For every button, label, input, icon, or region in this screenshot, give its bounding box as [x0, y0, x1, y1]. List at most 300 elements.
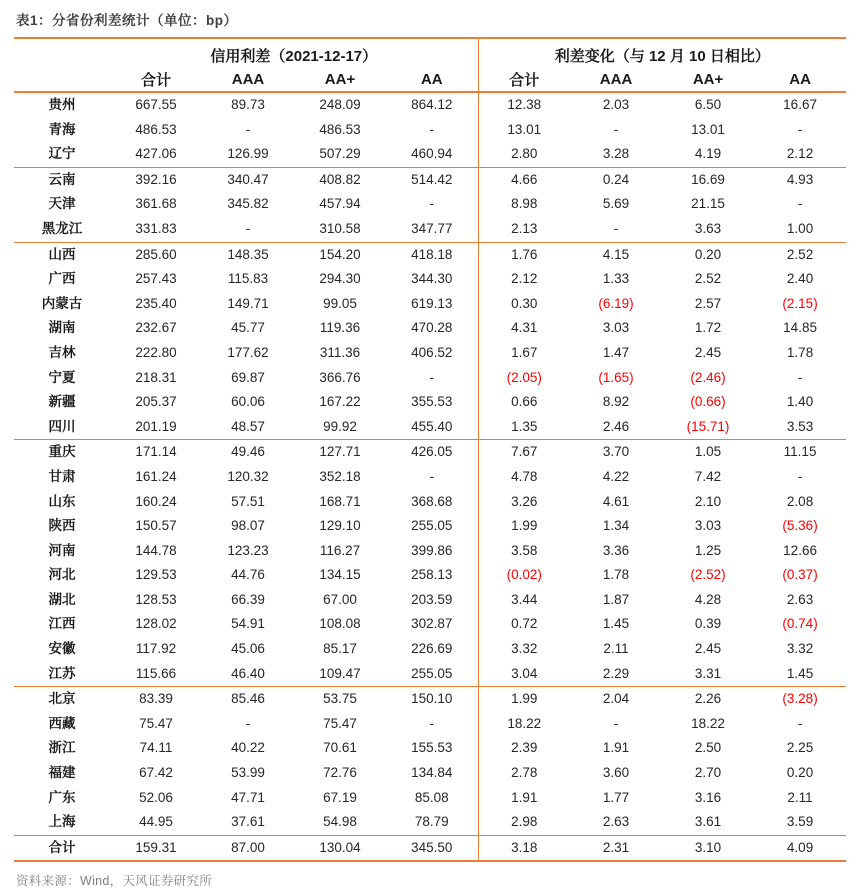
- table-row: [14, 366, 846, 391]
- value-cell: -: [797, 121, 803, 137]
- table-row: [14, 316, 846, 341]
- value-cell: 3.70: [602, 444, 630, 460]
- col-header-aaa-right: AAA: [599, 71, 633, 88]
- value-cell: -: [613, 121, 619, 137]
- value-cell: 257.43: [135, 271, 177, 287]
- row-label: 山西: [48, 246, 76, 262]
- value-cell: -: [613, 220, 619, 236]
- table-row: [14, 415, 846, 440]
- value-cell: 5.69: [602, 196, 630, 212]
- value-cell: 418.18: [411, 246, 453, 262]
- value-cell: 2.29: [602, 665, 630, 681]
- value-cell: 1.34: [602, 518, 630, 534]
- value-cell: 37.61: [231, 814, 265, 830]
- col-header-total-left: 合计: [140, 72, 171, 89]
- value-cell: 366.76: [319, 369, 361, 385]
- value-cell: 201.19: [135, 418, 177, 434]
- value-cell: -: [245, 715, 251, 731]
- corner-cell: [14, 38, 110, 68]
- value-cell: 2.80: [478, 142, 570, 167]
- value-cell: 1.77: [602, 789, 630, 805]
- value-cell: 619.13: [411, 295, 453, 311]
- value-cell: 2.78: [478, 761, 570, 786]
- row-label: 重庆: [48, 444, 76, 460]
- value-cell: 54.98: [323, 814, 357, 830]
- value-cell: 134.84: [411, 765, 453, 781]
- value-cell: 99.05: [323, 295, 357, 311]
- value-cell: 7.42: [694, 468, 722, 484]
- value-cell: 155.53: [411, 740, 453, 756]
- value-cell: 347.77: [411, 220, 453, 236]
- col-header-aaa-left: AAA: [231, 71, 265, 88]
- value-cell: 48.57: [231, 418, 265, 434]
- value-cell: 2.50: [694, 740, 722, 756]
- value-cell: 3.16: [694, 789, 722, 805]
- value-cell: (1.65): [598, 369, 634, 385]
- value-cell: 0.72: [478, 612, 570, 637]
- row-label: 合计: [48, 839, 76, 855]
- value-cell: 2.26: [694, 691, 722, 707]
- value-cell: 1.76: [478, 242, 570, 267]
- table-row: [14, 588, 846, 613]
- table-row: [14, 761, 846, 786]
- value-cell: 408.82: [319, 171, 361, 187]
- value-cell: 148.35: [227, 246, 269, 262]
- value-cell: 406.52: [411, 344, 453, 360]
- value-cell: 66.39: [231, 591, 265, 607]
- value-cell: 514.42: [411, 171, 453, 187]
- value-cell: 21.15: [691, 196, 725, 212]
- value-cell: 160.24: [135, 493, 177, 509]
- value-cell: 3.03: [694, 518, 722, 534]
- value-cell: 2.57: [694, 295, 722, 311]
- value-cell: 203.59: [411, 591, 453, 607]
- row-label: 甘肃: [48, 468, 76, 484]
- value-cell: 311.36: [319, 344, 361, 360]
- value-cell: 4.78: [478, 465, 570, 490]
- row-label: 湖南: [48, 320, 76, 336]
- province-group: [14, 687, 846, 836]
- value-cell: 1.78: [602, 567, 630, 583]
- value-cell: 144.78: [135, 542, 177, 558]
- value-cell: 85.08: [414, 789, 449, 805]
- value-cell: 3.58: [478, 539, 570, 564]
- value-cell: -: [429, 369, 435, 385]
- value-cell: 8.92: [602, 394, 630, 410]
- table-row: [14, 612, 846, 637]
- col-header-aaplus-left: AA+: [324, 71, 356, 88]
- value-cell: 2.25: [786, 740, 814, 756]
- value-cell: 14.85: [783, 320, 817, 336]
- value-cell: 258.13: [411, 567, 453, 583]
- row-label: 湖北: [48, 591, 76, 607]
- row-label: 黑龙江: [41, 220, 83, 236]
- value-cell: 3.59: [786, 814, 814, 830]
- row-label: 河南: [48, 542, 76, 558]
- value-cell: 1.87: [602, 591, 630, 607]
- value-cell: 0.24: [602, 171, 630, 187]
- value-cell: (0.37): [782, 567, 818, 583]
- value-cell: 108.08: [319, 616, 361, 632]
- value-cell: 6.50: [694, 97, 722, 112]
- group-header-spread-change: 利差变化（与 12 月 10 日相比）: [478, 38, 846, 68]
- value-cell: 128.53: [135, 591, 177, 607]
- row-label: 北京: [48, 691, 76, 707]
- value-cell: 49.46: [231, 444, 265, 460]
- value-cell: 1.78: [786, 344, 814, 360]
- table-row: [14, 786, 846, 811]
- table-row: [14, 440, 846, 465]
- value-cell: 117.92: [135, 641, 177, 657]
- table-row: [14, 92, 846, 118]
- value-cell: -: [429, 121, 435, 137]
- table-row: [14, 563, 846, 588]
- value-cell: (3.28): [782, 691, 818, 707]
- value-cell: 0.30: [478, 292, 570, 317]
- value-cell: 3.28: [602, 146, 630, 162]
- value-cell: (2.05): [478, 366, 570, 391]
- table-row: [14, 217, 846, 242]
- value-cell: 67.42: [139, 765, 173, 781]
- table-row: [14, 637, 846, 662]
- row-label: 浙江: [48, 740, 76, 756]
- value-cell: 129.10: [319, 518, 361, 534]
- col-header-aa-right: AA: [789, 71, 811, 88]
- value-cell: 3.63: [694, 220, 722, 236]
- value-cell: -: [797, 468, 803, 484]
- sub-header-row: [14, 68, 846, 92]
- value-cell: 109.47: [319, 665, 361, 681]
- value-cell: 149.71: [227, 295, 269, 311]
- value-cell: 2.11: [603, 641, 629, 657]
- table-row: [14, 341, 846, 366]
- row-label: 云南: [48, 171, 76, 187]
- row-label: 新疆: [48, 394, 76, 410]
- value-cell: 57.51: [231, 493, 265, 509]
- value-cell: 2.31: [602, 839, 630, 855]
- value-cell: 2.52: [694, 271, 722, 287]
- value-cell: 7.67: [478, 440, 570, 465]
- table-row: [14, 167, 846, 192]
- value-cell: 355.53: [411, 394, 453, 410]
- value-cell: 126.99: [227, 146, 269, 162]
- value-cell: 1.33: [602, 271, 630, 287]
- table-row: [14, 662, 846, 687]
- value-cell: 361.68: [135, 196, 177, 212]
- value-cell: (15.71): [686, 418, 730, 434]
- table-header: [14, 38, 846, 92]
- row-label: 河北: [48, 567, 76, 583]
- value-cell: 47.71: [231, 789, 265, 805]
- value-cell: 2.12: [478, 267, 570, 292]
- value-cell: 130.04: [319, 839, 361, 855]
- value-cell: 2.46: [602, 418, 630, 434]
- value-cell: 78.79: [414, 814, 449, 830]
- value-cell: 486.53: [319, 121, 361, 137]
- value-cell: 255.05: [411, 518, 453, 534]
- province-group: [14, 92, 846, 167]
- value-cell: 44.95: [139, 814, 173, 830]
- value-cell: 1.72: [694, 320, 722, 336]
- value-cell: 134.15: [319, 567, 361, 583]
- value-cell: 2.52: [786, 246, 814, 262]
- value-cell: (0.66): [690, 394, 726, 410]
- value-cell: 3.61: [694, 814, 722, 830]
- value-cell: 331.83: [135, 220, 177, 236]
- value-cell: -: [245, 121, 251, 137]
- value-cell: 115.83: [227, 271, 269, 287]
- value-cell: 89.73: [231, 97, 265, 112]
- value-cell: -: [429, 196, 435, 212]
- value-cell: 460.94: [411, 146, 453, 162]
- group-header-credit-spread: 信用利差（2021-12-17）: [210, 47, 378, 65]
- value-cell: -: [429, 715, 435, 731]
- value-cell: 3.32: [786, 641, 814, 657]
- col-header-aaplus-right: AA+: [692, 71, 724, 88]
- value-cell: 455.40: [411, 418, 453, 434]
- table-row: [14, 292, 846, 317]
- value-cell: 3.18: [478, 835, 570, 861]
- value-cell: 2.45: [694, 641, 722, 657]
- value-cell: 248.09: [319, 97, 361, 112]
- value-cell: 2.70: [694, 765, 722, 781]
- value-cell: 123.23: [227, 542, 269, 558]
- value-cell: 2.13: [478, 217, 570, 242]
- value-cell: 368.68: [411, 493, 453, 509]
- value-cell: 4.61: [602, 493, 630, 509]
- value-cell: 226.69: [411, 641, 453, 657]
- value-cell: 45.06: [231, 641, 265, 657]
- row-label: 吉林: [48, 344, 76, 360]
- value-cell: 83.39: [139, 691, 173, 707]
- value-cell: 486.53: [135, 121, 177, 137]
- value-cell: 1.67: [478, 341, 570, 366]
- value-cell: 85.17: [323, 641, 357, 657]
- row-label: 辽宁: [48, 146, 76, 162]
- value-cell: 1.40: [786, 394, 814, 410]
- value-cell: 72.76: [323, 765, 357, 781]
- value-cell: 4.28: [694, 591, 722, 607]
- value-cell: 0.20: [694, 246, 722, 262]
- value-cell: 426.05: [411, 444, 453, 460]
- value-cell: (0.74): [782, 616, 818, 632]
- value-cell: 294.30: [319, 271, 361, 287]
- value-cell: 3.26: [478, 490, 570, 515]
- row-label: 西藏: [48, 715, 76, 731]
- value-cell: 115.66: [135, 665, 177, 681]
- value-cell: 4.19: [694, 146, 722, 162]
- row-label: 陕西: [48, 518, 76, 534]
- value-cell: 235.40: [135, 295, 177, 311]
- value-cell: 85.46: [231, 691, 265, 707]
- value-cell: 13.01: [478, 118, 570, 143]
- value-cell: 4.93: [786, 171, 814, 187]
- value-cell: 161.24: [135, 468, 177, 484]
- value-cell: 2.63: [602, 814, 630, 830]
- province-group: [14, 242, 846, 440]
- value-cell: (2.15): [782, 295, 818, 311]
- value-cell: -: [797, 369, 803, 385]
- value-cell: 1.91: [602, 740, 630, 756]
- row-label: 青海: [48, 121, 76, 137]
- value-cell: 129.53: [135, 567, 177, 583]
- total-row-group: [14, 835, 846, 861]
- row-label: 江西: [48, 616, 76, 632]
- table-row: [14, 465, 846, 490]
- value-cell: 667.55: [135, 97, 177, 112]
- value-cell: (2.52): [690, 567, 726, 583]
- value-cell: 46.40: [231, 665, 265, 681]
- value-cell: 12.38: [478, 92, 570, 118]
- value-cell: 8.98: [478, 192, 570, 217]
- value-cell: 345.50: [411, 839, 453, 855]
- value-cell: 352.18: [319, 468, 361, 484]
- value-cell: 0.66: [478, 390, 570, 415]
- value-cell: 75.47: [323, 715, 357, 731]
- value-cell: 4.66: [478, 167, 570, 192]
- value-cell: 2.40: [786, 271, 814, 287]
- value-cell: 2.12: [786, 146, 814, 162]
- col-header-total-right: 合计: [478, 68, 570, 92]
- table-row: [14, 118, 846, 143]
- value-cell: 507.29: [319, 146, 361, 162]
- value-cell: 44.76: [231, 567, 265, 583]
- value-cell: 67.00: [323, 591, 357, 607]
- value-cell: -: [797, 715, 803, 731]
- value-cell: 2.11: [787, 789, 813, 805]
- table-row: [14, 810, 846, 835]
- row-label: 四川: [48, 418, 76, 434]
- value-cell: 171.14: [135, 444, 177, 460]
- value-cell: 87.00: [231, 839, 265, 855]
- value-cell: 2.04: [602, 691, 630, 707]
- province-group: [14, 440, 846, 687]
- value-cell: 1.99: [478, 687, 570, 712]
- value-cell: 159.31: [135, 839, 177, 855]
- value-cell: 116.27: [319, 542, 361, 558]
- value-cell: 12.66: [783, 542, 817, 558]
- province-group: [14, 167, 846, 242]
- row-label: 江苏: [48, 665, 76, 681]
- value-cell: 2.10: [694, 493, 722, 509]
- value-cell: 2.45: [694, 344, 722, 360]
- table-title: 表1：分省份利差统计（单位：bp）: [16, 13, 238, 28]
- value-cell: 0.39: [694, 616, 722, 632]
- value-cell: 864.12: [411, 97, 453, 112]
- value-cell: 2.03: [602, 97, 630, 112]
- data-source-note: 资料来源：Wind，天风证券研究所: [16, 874, 213, 889]
- col-header-aa-left: AA: [420, 71, 443, 88]
- value-cell: 3.60: [602, 765, 630, 781]
- value-cell: 2.08: [786, 493, 814, 509]
- value-cell: 427.06: [135, 146, 177, 162]
- value-cell: 60.06: [231, 394, 265, 410]
- value-cell: 40.22: [231, 740, 265, 756]
- table-row: [14, 687, 846, 712]
- row-label: 广西: [48, 271, 76, 287]
- value-cell: 54.91: [231, 616, 265, 632]
- value-cell: 69.87: [231, 369, 265, 385]
- value-cell: 1.35: [478, 415, 570, 440]
- value-cell: 340.47: [227, 171, 269, 187]
- table-row: [14, 390, 846, 415]
- value-cell: 1.91: [478, 786, 570, 811]
- table-row: [14, 490, 846, 515]
- value-cell: 168.71: [319, 493, 361, 509]
- value-cell: 18.22: [478, 712, 570, 737]
- value-cell: 1.45: [786, 665, 814, 681]
- value-cell: 3.10: [694, 839, 722, 855]
- value-cell: 75.47: [139, 715, 173, 731]
- value-cell: 4.22: [602, 468, 630, 484]
- value-cell: 16.69: [691, 171, 725, 187]
- value-cell: 3.03: [602, 320, 630, 336]
- value-cell: 150.57: [135, 518, 177, 534]
- value-cell: 3.31: [694, 665, 722, 681]
- value-cell: 392.16: [135, 171, 177, 187]
- row-label: 安徽: [48, 641, 76, 657]
- value-cell: 119.36: [319, 320, 361, 336]
- table-row: [14, 142, 846, 167]
- row-label: 贵州: [48, 97, 76, 112]
- value-cell: -: [429, 468, 435, 484]
- value-cell: -: [797, 196, 803, 212]
- value-cell: 3.44: [478, 588, 570, 613]
- value-cell: (5.36): [782, 518, 818, 534]
- value-cell: 218.31: [135, 369, 177, 385]
- value-cell: 4.09: [786, 839, 814, 855]
- value-cell: 222.80: [135, 344, 177, 360]
- value-cell: 4.15: [602, 246, 630, 262]
- table-row: [14, 712, 846, 737]
- row-label: 福建: [48, 765, 76, 781]
- row-label: 天津: [48, 196, 76, 212]
- value-cell: 74.11: [139, 740, 173, 756]
- value-cell: 1.99: [478, 514, 570, 539]
- value-cell: 344.30: [411, 271, 453, 287]
- row-label: 山东: [48, 493, 76, 509]
- value-cell: 2.39: [478, 736, 570, 761]
- table-row: [14, 514, 846, 539]
- corner-cell: [14, 68, 110, 92]
- value-cell: 45.77: [231, 320, 265, 336]
- value-cell: 255.05: [411, 665, 453, 681]
- row-label: 内蒙古: [41, 295, 83, 311]
- spread-table: [14, 37, 846, 862]
- value-cell: 3.53: [786, 418, 814, 434]
- table-row: [14, 267, 846, 292]
- value-cell: 99.92: [323, 418, 357, 434]
- value-cell: 70.61: [323, 740, 357, 756]
- value-cell: 1.25: [694, 542, 722, 558]
- value-cell: 399.86: [411, 542, 453, 558]
- value-cell: 11.15: [783, 444, 817, 460]
- table-row: [14, 242, 846, 267]
- value-cell: 0.20: [786, 765, 814, 781]
- value-cell: (6.19): [598, 295, 634, 311]
- row-label: 宁夏: [48, 369, 76, 385]
- value-cell: (2.46): [690, 369, 726, 385]
- value-cell: -: [613, 715, 619, 731]
- table-row: [14, 835, 846, 861]
- value-cell: 16.67: [783, 97, 817, 112]
- value-cell: 1.47: [602, 344, 630, 360]
- value-cell: 127.71: [319, 444, 361, 460]
- value-cell: 1.00: [786, 220, 814, 236]
- value-cell: 3.32: [478, 637, 570, 662]
- value-cell: 150.10: [411, 691, 453, 707]
- value-cell: 3.36: [602, 542, 630, 558]
